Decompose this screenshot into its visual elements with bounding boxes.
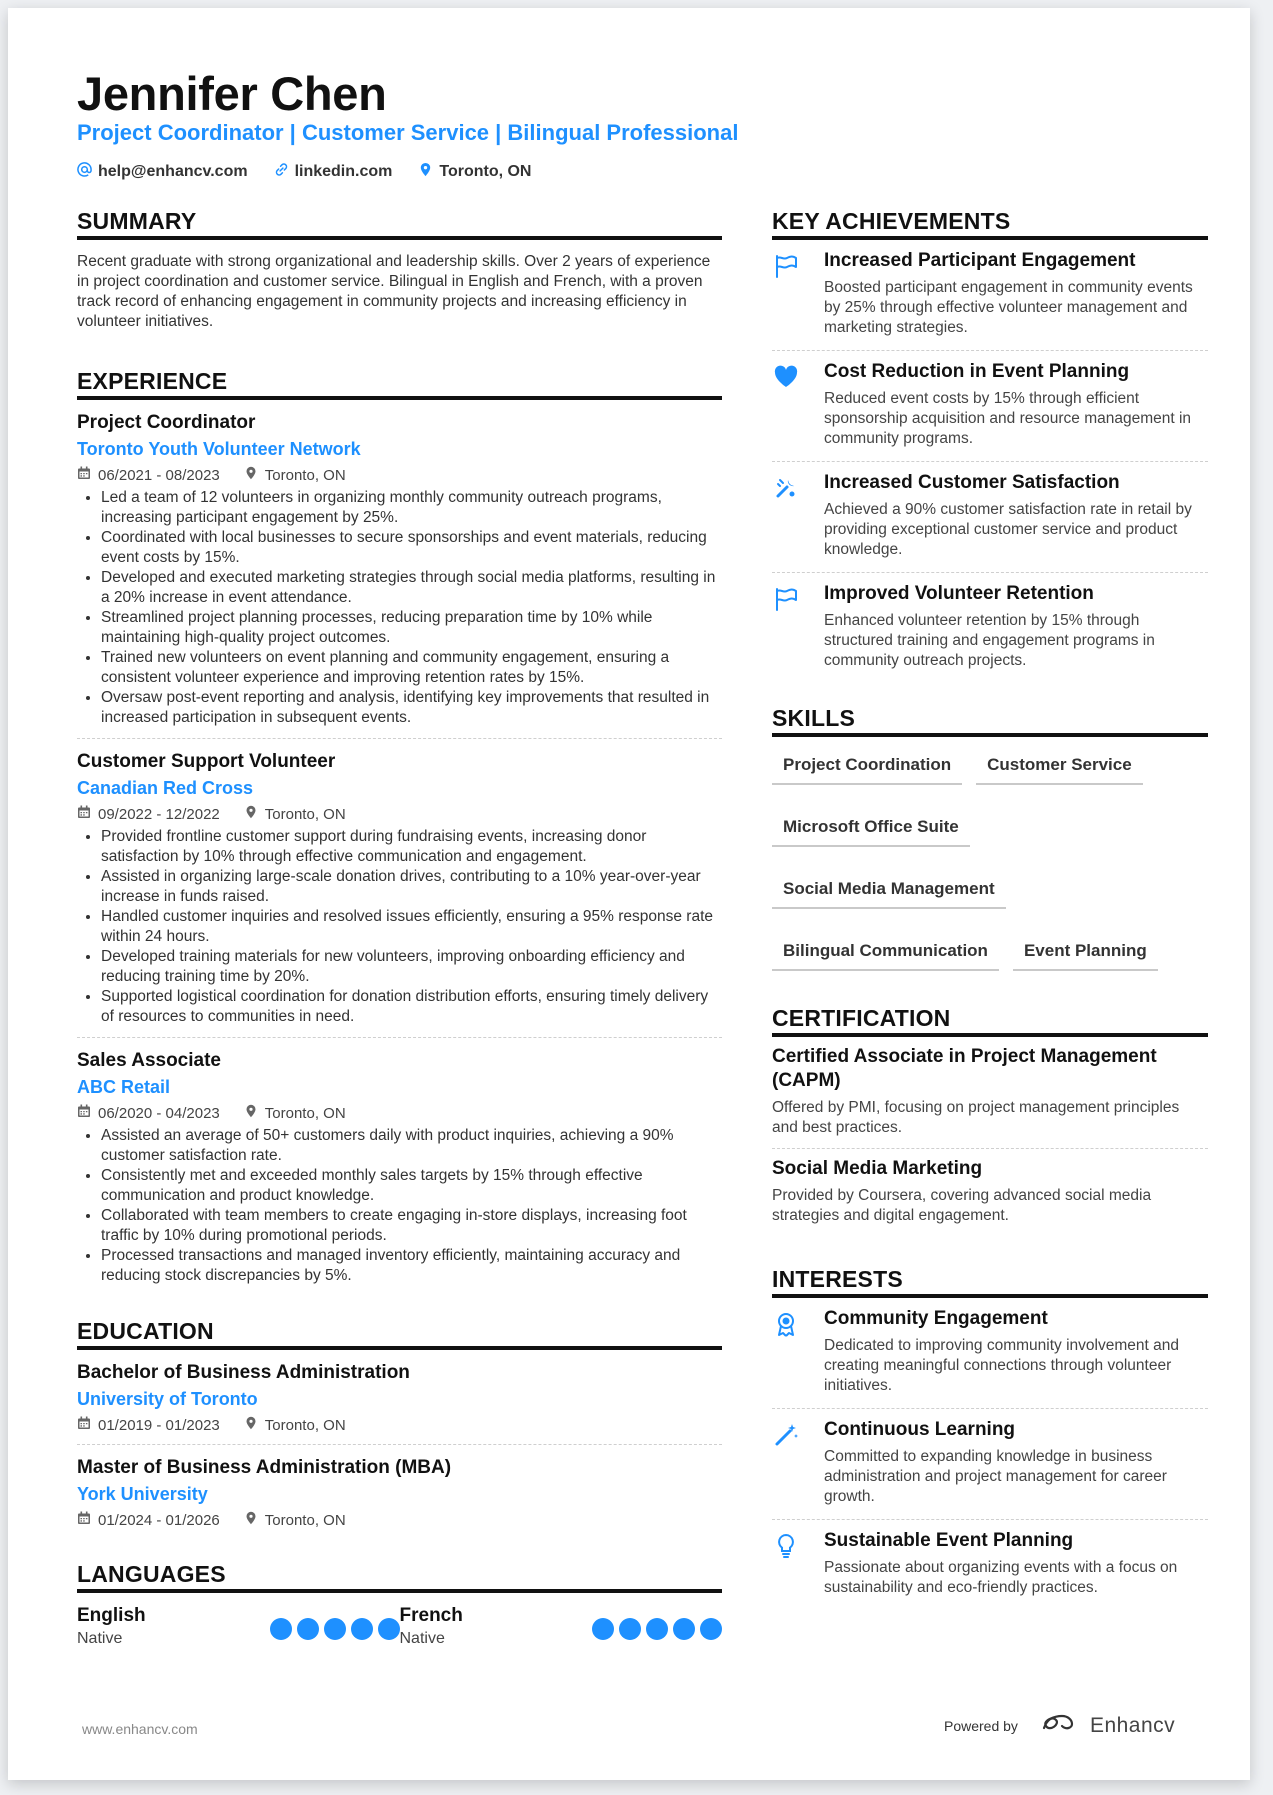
linkedin-text: linkedin.com xyxy=(294,163,393,180)
certification-description: Provided by Coursera, covering advanced social media strategies and digital engagement. xyxy=(772,1187,1152,1224)
calendar-icon xyxy=(77,1511,91,1529)
job-title: Project Coordinator xyxy=(77,412,256,433)
powered-by-label: Powered by xyxy=(944,1717,1018,1734)
location-pin-icon xyxy=(244,805,258,823)
language-level: Native xyxy=(77,1630,123,1647)
achievement-description: Enhanced volunteer retention by 15% through structured training and engagement programs in community outreach projects. xyxy=(824,612,1155,669)
language-item xyxy=(77,1605,400,1648)
job-location: Toronto, ON xyxy=(264,1104,346,1122)
certification-item xyxy=(772,1037,1208,1149)
rating-dot xyxy=(673,1618,695,1640)
location-pin-icon xyxy=(418,162,433,182)
bullet-item: • Collaborated with team members to create engaging in-store displays, increasing foot traffic by 10% during promotional periods. xyxy=(101,1206,722,1246)
interest-title: Continuous Learning xyxy=(824,1419,1016,1440)
achievement-title: Cost Reduction in Event Planning xyxy=(824,361,1130,382)
interest-description: Passionate about organizing events with a focus on sustainability and eco-friendly practices. xyxy=(824,1559,1178,1596)
contact-email[interactable] xyxy=(77,162,248,182)
footer-website[interactable]: www.enhancv.com xyxy=(82,1721,198,1737)
interests-section xyxy=(772,1266,1208,1610)
skill-tag: Customer Service xyxy=(976,751,1143,785)
magic-wand-icon xyxy=(772,1436,800,1453)
job-dates: 06/2020 - 04/2023 xyxy=(98,1104,220,1122)
education-meta xyxy=(77,1416,722,1434)
skills-heading: SKILLS xyxy=(772,705,1208,737)
infinity-logo-icon xyxy=(1040,1712,1082,1739)
right-column xyxy=(772,208,1208,1610)
rating-dot xyxy=(619,1618,641,1640)
rating-dot xyxy=(297,1618,319,1640)
contact-location xyxy=(418,162,531,182)
footer-branding xyxy=(944,1712,1175,1739)
job-bullets xyxy=(77,1126,722,1286)
interest-item xyxy=(772,1520,1208,1610)
job-meta xyxy=(77,805,722,823)
certification-title: Certified Associate in Project Management (CAPM) xyxy=(772,1046,1157,1091)
rating-dot xyxy=(646,1618,668,1640)
location-pin-icon xyxy=(244,1104,258,1122)
brand-name: Enhancv xyxy=(1089,1713,1176,1737)
award-icon xyxy=(772,1325,800,1342)
location-pin-icon xyxy=(244,466,258,484)
rating-dot xyxy=(592,1618,614,1640)
language-name: English xyxy=(77,1605,146,1626)
education-location: Toronto, ON xyxy=(264,1416,346,1434)
bullet-item: • Developed and executed marketing strategies through social media platforms, resulting in a 20% increase in event attendance. xyxy=(101,568,722,608)
job-meta xyxy=(77,466,722,484)
achievement-description: Achieved a 90% customer satisfaction rate in retail by providing exceptional customer service and product knowledge. xyxy=(824,501,1192,558)
job-title: Customer Support Volunteer xyxy=(77,751,336,772)
achievement-title: Improved Volunteer Retention xyxy=(824,583,1094,604)
certification-item xyxy=(772,1149,1208,1236)
interest-item xyxy=(772,1298,1208,1409)
school-name: York University xyxy=(77,1484,208,1504)
left-column xyxy=(77,208,722,1648)
bullet-item: • Developed training materials for new volunteers, improving onboarding efficiency and reducing training time by 20%. xyxy=(101,947,722,987)
enhancv-logo[interactable] xyxy=(1040,1712,1175,1739)
language-item xyxy=(400,1605,723,1648)
language-rating xyxy=(270,1618,400,1648)
interest-title: Community Engagement xyxy=(824,1308,1048,1329)
achievement-title: Increased Participant Engagement xyxy=(824,250,1136,271)
education-dates: 01/2019 - 01/2023 xyxy=(98,1416,220,1434)
skill-tag: Project Coordination xyxy=(772,751,962,785)
job-dates: 06/2021 - 08/2023 xyxy=(98,466,220,484)
job-entry xyxy=(77,1038,722,1296)
job-meta xyxy=(77,1104,722,1122)
interest-description: Committed to expanding knowledge in business administration and project management for career growth. xyxy=(824,1448,1167,1505)
skill-tag: Event Planning xyxy=(1013,937,1158,971)
education-section xyxy=(77,1318,722,1539)
location-text: Toronto, ON xyxy=(439,163,532,180)
achievement-item xyxy=(772,573,1208,683)
email-text: help@enhancv.com xyxy=(98,163,248,180)
link-icon xyxy=(274,162,289,182)
bullet-item: • Oversaw post-event reporting and analysis, identifying key improvements that resulted in increased participation in subsequent events. xyxy=(101,688,722,728)
education-entry xyxy=(77,1445,722,1539)
languages-section xyxy=(77,1561,722,1648)
interest-title: Sustainable Event Planning xyxy=(824,1530,1074,1551)
job-entry xyxy=(77,400,722,739)
bullet-item: • Handled customer inquiries and resolved issues efficiently, ensuring a 95% response rate within 24 hours. xyxy=(101,907,722,947)
summary-heading: SUMMARY xyxy=(77,208,722,240)
education-heading: EDUCATION xyxy=(77,1318,722,1350)
skill-tag: Social Media Management xyxy=(772,875,1006,909)
candidate-name: Jennifer Chen xyxy=(77,67,387,120)
flag-icon xyxy=(772,267,800,284)
bullet-item: • Assisted in organizing large-scale donation drives, contributing to a 10% year-over-year increase in funds raised. xyxy=(101,867,722,907)
achievement-item xyxy=(772,351,1208,462)
lightbulb-icon xyxy=(772,1547,800,1564)
certification-section xyxy=(772,1005,1208,1236)
school-name: University of Toronto xyxy=(77,1389,258,1409)
rating-dot xyxy=(351,1618,373,1640)
rating-dot xyxy=(700,1618,722,1640)
skills-list xyxy=(772,751,1208,971)
interest-item xyxy=(772,1409,1208,1520)
achievements-heading: KEY ACHIEVEMENTS xyxy=(772,208,1208,240)
bullet-item: • Provided frontline customer support during fundraising events, increasing donor satisfaction by 10% through effective communication and engagement. xyxy=(101,827,722,867)
education-dates: 01/2024 - 01/2026 xyxy=(98,1511,220,1529)
contact-linkedin[interactable] xyxy=(274,162,393,182)
job-bullets xyxy=(77,488,722,728)
certification-heading: CERTIFICATION xyxy=(772,1005,1208,1037)
job-location: Toronto, ON xyxy=(264,466,346,484)
achievement-description: Boosted participant engagement in community events by 25% through effective volunteer management and marketing strategies. xyxy=(824,279,1193,336)
at-icon xyxy=(77,162,92,182)
job-dates: 09/2022 - 12/2022 xyxy=(98,805,220,823)
bullet-item: • Streamlined project planning processes, reducing preparation time by 10% while maintaining high-quality project outcomes. xyxy=(101,608,722,648)
contact-row xyxy=(77,162,531,182)
interest-description: Dedicated to improving community involvement and creating meaningful connections through volunteer initiatives. xyxy=(824,1337,1179,1394)
calendar-icon xyxy=(77,805,91,823)
bullet-item: • Assisted an average of 50+ customers daily with product inquiries, achieving a 90% customer satisfaction rate. xyxy=(101,1126,722,1166)
education-entry xyxy=(77,1350,722,1445)
heart-icon xyxy=(772,378,800,395)
language-level: Native xyxy=(399,1630,445,1647)
rating-dot xyxy=(324,1618,346,1640)
certification-description: Offered by PMI, focusing on project management principles and best practices. xyxy=(772,1099,1180,1136)
job-company: ABC Retail xyxy=(77,1077,171,1097)
degree-title: Master of Business Administration (MBA) xyxy=(77,1457,452,1478)
degree-title: Bachelor of Business Administration xyxy=(77,1362,410,1383)
skill-tag: Microsoft Office Suite xyxy=(772,813,970,847)
achievement-title: Increased Customer Satisfaction xyxy=(824,472,1120,493)
tools-icon xyxy=(772,489,800,506)
achievement-item xyxy=(772,462,1208,573)
calendar-icon xyxy=(77,1104,91,1122)
bullet-item: • Coordinated with local businesses to secure sponsorships and event materials, reducing event costs by 15%. xyxy=(101,528,722,568)
language-name: French xyxy=(399,1605,463,1626)
skills-section xyxy=(772,705,1208,971)
job-title: Sales Associate xyxy=(77,1050,221,1071)
achievements-section xyxy=(772,208,1208,683)
job-location: Toronto, ON xyxy=(264,805,346,823)
resume-page xyxy=(8,8,1250,1780)
job-bullets xyxy=(77,827,722,1027)
experience-section xyxy=(77,368,722,1296)
calendar-icon xyxy=(77,1416,91,1434)
languages-heading: LANGUAGES xyxy=(77,1561,722,1593)
summary-section xyxy=(77,208,722,332)
job-company: Toronto Youth Volunteer Network xyxy=(77,439,361,459)
certification-title: Social Media Marketing xyxy=(772,1158,983,1179)
bullet-item: • Supported logistical coordination for donation distribution efforts, ensuring timely delivery of resources to communities in need. xyxy=(101,987,722,1027)
location-pin-icon xyxy=(244,1511,258,1529)
languages-list xyxy=(77,1605,722,1648)
education-meta xyxy=(77,1511,722,1529)
summary-text: Recent graduate with strong organizational and leadership skills. Over 2 years of experience in project coordination and customer service. Bilingual in English and French, with a proven track record of enhancing engagement in community projects and increasing efficiency in volunteer initiatives. xyxy=(77,253,711,330)
rating-dot xyxy=(270,1618,292,1640)
job-entry xyxy=(77,739,722,1038)
experience-heading: EXPERIENCE xyxy=(77,368,722,400)
interests-heading: INTERESTS xyxy=(772,1266,1208,1298)
achievement-item xyxy=(772,240,1208,351)
location-pin-icon xyxy=(244,1416,258,1434)
language-rating xyxy=(592,1618,722,1648)
skill-tag: Bilingual Communication xyxy=(772,937,999,971)
flag-icon xyxy=(772,600,800,617)
job-company: Canadian Red Cross xyxy=(77,778,254,798)
candidate-headline: Project Coordinator | Customer Service | Bilingual Professional xyxy=(77,120,739,145)
bullet-item: • Processed transactions and managed inventory efficiently, maintaining accuracy and reducing stock discrepancies by 5%. xyxy=(101,1246,722,1286)
achievement-description: Reduced event costs by 15% through efficient sponsorship acquisition and resource management in community programs. xyxy=(824,390,1192,447)
bullet-item: • Led a team of 12 volunteers in organizing monthly community outreach programs, increasing participant engagement by 25%. xyxy=(101,488,722,528)
education-location: Toronto, ON xyxy=(264,1511,346,1529)
bullet-item: • Trained new volunteers on event planning and community engagement, ensuring a consistent volunteer experience and improving retention rates by 15%. xyxy=(101,648,722,688)
rating-dot xyxy=(378,1618,400,1640)
calendar-icon xyxy=(77,466,91,484)
bullet-item: • Consistently met and exceeded monthly sales targets by 15% through effective communication and product knowledge. xyxy=(101,1166,722,1206)
